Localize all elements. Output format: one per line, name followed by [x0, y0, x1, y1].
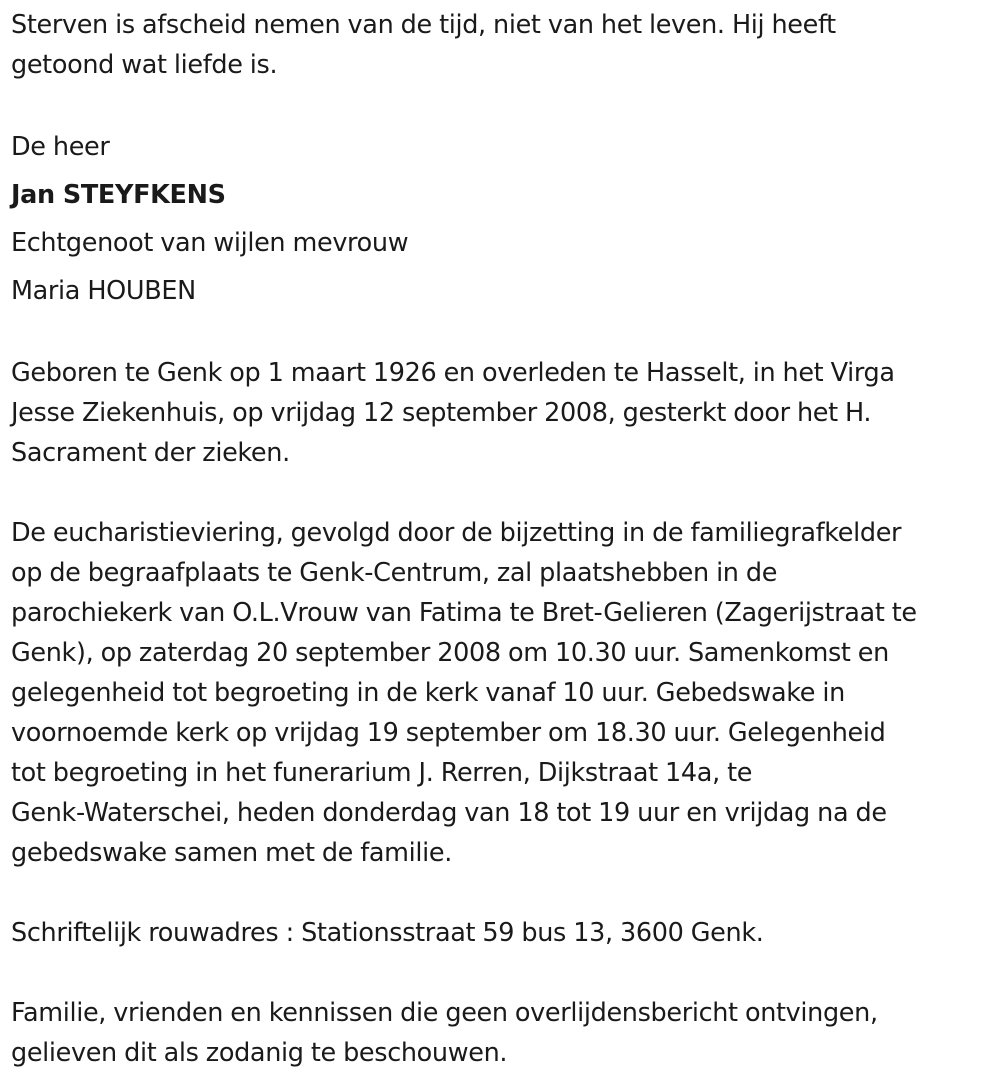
spacer — [11, 85, 996, 123]
spacer — [11, 873, 996, 913]
address-paragraph — [11, 913, 996, 953]
birth-death-line: Jesse Ziekenhuis, op vrijdag 12 september 2008, gesterkt door het H. — [11, 398, 872, 428]
spacer — [11, 473, 996, 513]
birth-death-line: Geboren te Genk op 1 maart 1926 en overleden te Hasselt, in het Virga — [11, 358, 895, 388]
name-block — [11, 123, 996, 315]
spacer — [11, 315, 996, 353]
salutation: De heer — [11, 132, 110, 162]
ceremony-line: voornoemde kerk op vrijdag 19 september om 18.30 uur. Gelegenheid — [11, 718, 886, 748]
closing-paragraph — [11, 993, 996, 1073]
motto-line: Sterven is afscheid nemen van de tijd, niet van het leven. Hij heeft — [11, 10, 836, 40]
ceremony-line: gelegenheid tot begroeting in de kerk vanaf 10 uur. Gebedswake in — [11, 678, 845, 708]
ceremony-line: op de begraafplaats te Genk-Centrum, zal plaatshebben in de — [11, 558, 778, 588]
ceremony-line: parochiekerk van O.L.Vrouw van Fatima te Bret-Gelieren (Zagerijstraat te — [11, 598, 917, 628]
birth-death-line: Sacrament der zieken. — [11, 438, 290, 468]
relation-line: Echtgenoot van wijlen mevrouw — [11, 228, 409, 258]
spouse-name: Maria HOUBEN — [11, 276, 196, 306]
ceremony-line: Genk), op zaterdag 20 september 2008 om 10.30 uur. Samenkomst en — [11, 638, 889, 668]
ceremony-line: tot begroeting in het funerarium J. Rerren, Dijkstraat 14a, te — [11, 758, 753, 788]
ceremony-paragraph — [11, 513, 996, 873]
deceased-name: Jan STEYFKENS — [11, 180, 226, 210]
obituary-notice — [11, 5, 996, 1073]
motto-line: getoond wat liefde is. — [11, 50, 278, 80]
ceremony-line: De eucharistieviering, gevolgd door de bijzetting in de familiegrafkelder — [11, 518, 902, 548]
ceremony-line: gebedswake samen met de familie. — [11, 838, 452, 868]
spacer — [11, 953, 996, 993]
closing-line: gelieven dit als zodanig te beschouwen. — [11, 1038, 508, 1068]
birth-death-paragraph — [11, 353, 996, 473]
mourning-address: Schriftelijk rouwadres : Stationsstraat 59 bus 13, 3600 Genk. — [11, 918, 764, 948]
ceremony-line: Genk-Waterschei, heden donderdag van 18 tot 19 uur en vrijdag na de — [11, 798, 887, 828]
motto-paragraph — [11, 5, 996, 85]
closing-line: Familie, vrienden en kennissen die geen overlijdensbericht ontvingen, — [11, 998, 878, 1028]
